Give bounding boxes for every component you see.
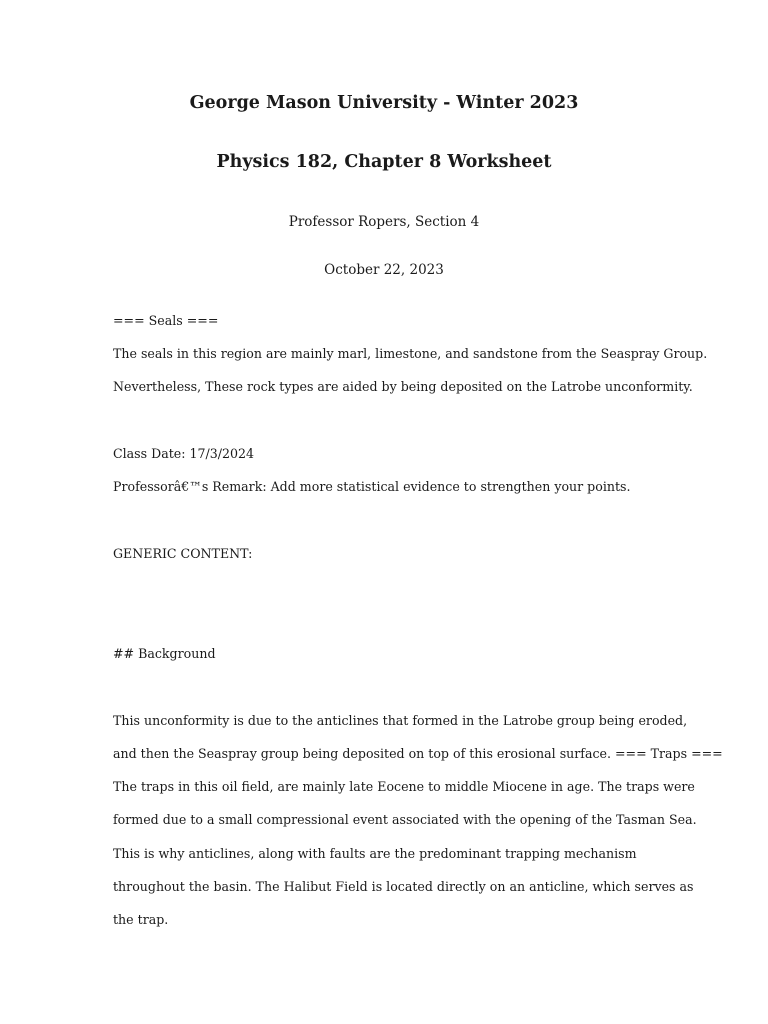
paragraph-line: and then the Seaspray group being deposited on top of this erosional surface. === Traps === bbox=[113, 746, 723, 761]
class-date: Class Date: 17/3/2024 bbox=[113, 446, 255, 461]
professor-remark: Professorâ€™s Remark: Add more statistical evidence to strengthen your points. bbox=[113, 479, 631, 494]
professor-line: Professor Ropers, Section 4 bbox=[288, 214, 480, 230]
paragraph-line: This is why anticlines, along with faults are the predominant trapping mechanism bbox=[113, 846, 637, 861]
paragraph-line: throughout the basin. The Halibut Field is located directly on an anticline, which serves as bbox=[113, 879, 694, 894]
date-line: October 22, 2023 bbox=[324, 262, 444, 278]
paragraph-line: the trap. bbox=[113, 912, 169, 927]
seals-text-line-2: Nevertheless, These rock types are aided by being deposited on the Latrobe unconformity. bbox=[113, 379, 693, 394]
university-heading: George Mason University - Winter 2023 bbox=[189, 93, 579, 113]
generic-content-label: GENERIC CONTENT: bbox=[113, 546, 253, 561]
paragraph-line: The traps in this oil field, are mainly late Eocene to middle Miocene in age. The traps were bbox=[113, 779, 695, 794]
background-heading: ## Background bbox=[113, 646, 216, 661]
seals-heading: === Seals === bbox=[113, 313, 219, 328]
worksheet-title: Physics 182, Chapter 8 Worksheet bbox=[216, 152, 552, 172]
seals-text-line-1: The seals in this region are mainly marl, limestone, and sandstone from the Seaspray Group. bbox=[113, 346, 708, 361]
paragraph-line: This unconformity is due to the anticlines that formed in the Latrobe group being eroded, bbox=[113, 713, 688, 728]
paragraph-line: formed due to a small compressional event associated with the opening of the Tasman Sea. bbox=[113, 812, 697, 827]
